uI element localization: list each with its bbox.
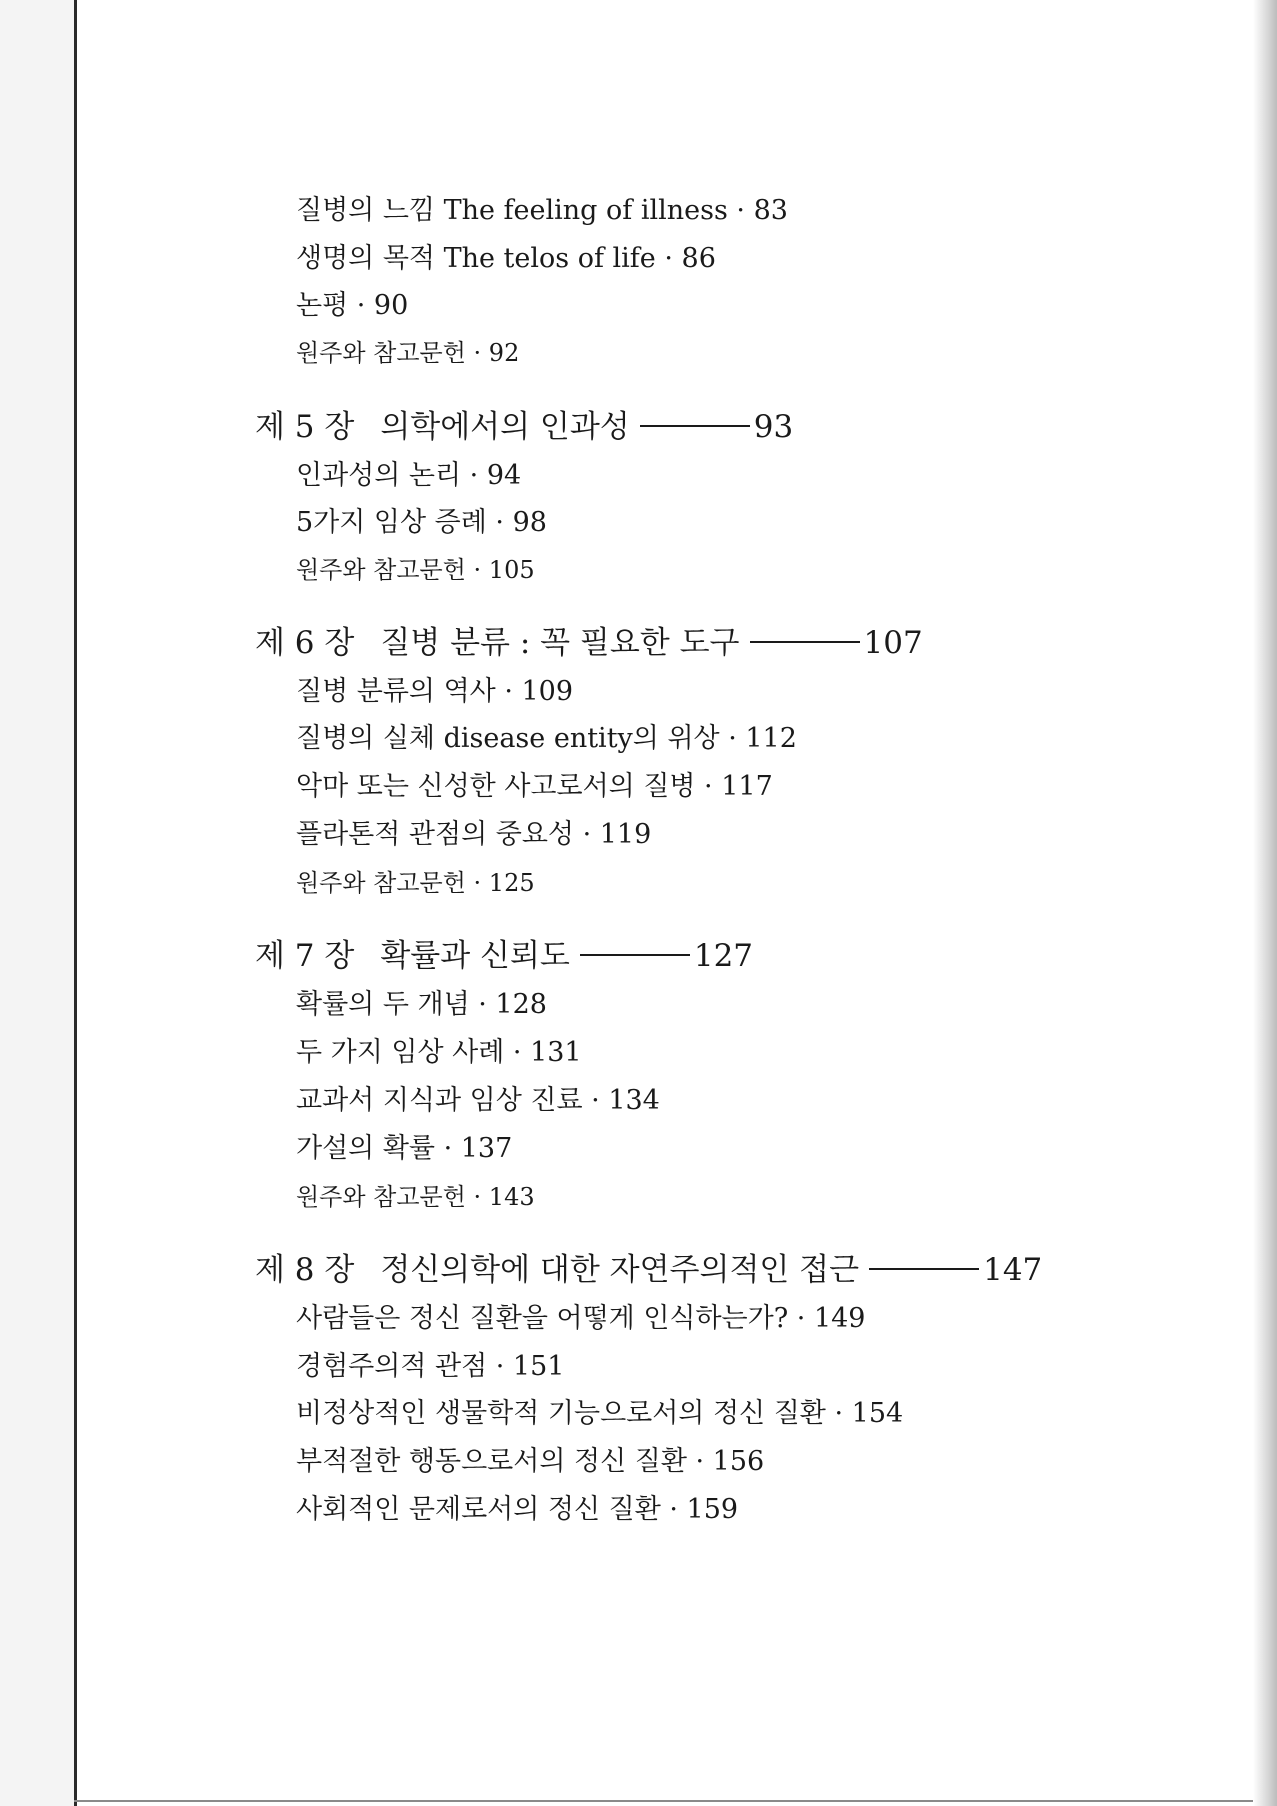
toc-entry[interactable]: 사람들은 정신 질환을 어떻게 인식하는가? · 149: [296, 1303, 866, 1334]
chapter-title: 정신의학에 대한 자연주의적인 접근: [380, 1252, 860, 1288]
chapter-label: 제 5 장: [255, 409, 355, 445]
toc-entry[interactable]: 확률의 두 개념 · 128: [296, 989, 547, 1020]
chapter-label: 제 8 장: [255, 1252, 355, 1288]
chapter-page: 147: [983, 1252, 1043, 1288]
leader-dash: [869, 1268, 979, 1270]
toc-entry-notes[interactable]: 원주와 참고문헌 · 105: [296, 556, 535, 584]
leader-dash: [750, 641, 860, 643]
toc-entry[interactable]: 질병의 느낌 The feeling of illness · 83: [296, 195, 788, 226]
chapter-label: 제 6 장: [255, 625, 355, 661]
chapter-title: 질병 분류 : 꼭 필요한 도구: [380, 625, 740, 661]
toc-entry[interactable]: 질병 분류의 역사 · 109: [296, 676, 574, 707]
toc-entry[interactable]: 악마 또는 신성한 사고로서의 질병 · 117: [296, 771, 773, 802]
toc-entry[interactable]: 논평 · 90: [296, 290, 409, 321]
toc-entry[interactable]: 5가지 임상 증례 · 98: [296, 507, 547, 538]
toc-entry[interactable]: 플라톤적 관점의 중요성 · 119: [296, 819, 652, 850]
toc-entry[interactable]: 두 가지 임상 사례 · 131: [296, 1037, 582, 1068]
leader-dash: [580, 954, 690, 956]
toc-entry[interactable]: 비정상적인 생물학적 기능으로서의 정신 질환 · 154: [296, 1398, 904, 1429]
toc-entry[interactable]: 질병의 실체 disease entity의 위상 · 112: [296, 723, 797, 754]
chapter-page: 93: [753, 409, 794, 445]
chapter-title: 확률과 신뢰도: [380, 938, 570, 974]
chapter-heading-5[interactable]: [255, 409, 794, 445]
chapter-heading-8[interactable]: [255, 1252, 1043, 1288]
toc-entry-notes[interactable]: 원주와 참고문헌 · 143: [296, 1183, 535, 1211]
toc-entry-notes[interactable]: 원주와 참고문헌 · 92: [296, 339, 520, 367]
chapter-heading-7[interactable]: [255, 938, 754, 974]
chapter-label: 제 7 장: [255, 938, 355, 974]
toc-entry[interactable]: 사회적인 문제로서의 정신 질환 · 159: [296, 1494, 739, 1525]
chapter-page: 107: [863, 625, 923, 661]
chapter-heading-6[interactable]: [255, 625, 923, 661]
toc-entry-notes[interactable]: 원주와 참고문헌 · 125: [296, 869, 535, 897]
toc-entry[interactable]: 가설의 확률 · 137: [296, 1133, 513, 1164]
toc-entry[interactable]: 인과성의 논리 · 94: [296, 460, 522, 491]
leader-dash: [640, 425, 750, 427]
toc-entry[interactable]: 교과서 지식과 임상 진료 · 134: [296, 1085, 660, 1116]
toc-entry[interactable]: 부적절한 행동으로서의 정신 질환 · 156: [296, 1446, 765, 1477]
toc-entry[interactable]: 생명의 목적 The telos of life · 86: [296, 243, 716, 274]
chapter-page: 127: [693, 938, 754, 974]
chapter-title: 의학에서의 인과성: [380, 409, 630, 445]
toc-entry[interactable]: 경험주의적 관점 · 151: [296, 1351, 565, 1382]
